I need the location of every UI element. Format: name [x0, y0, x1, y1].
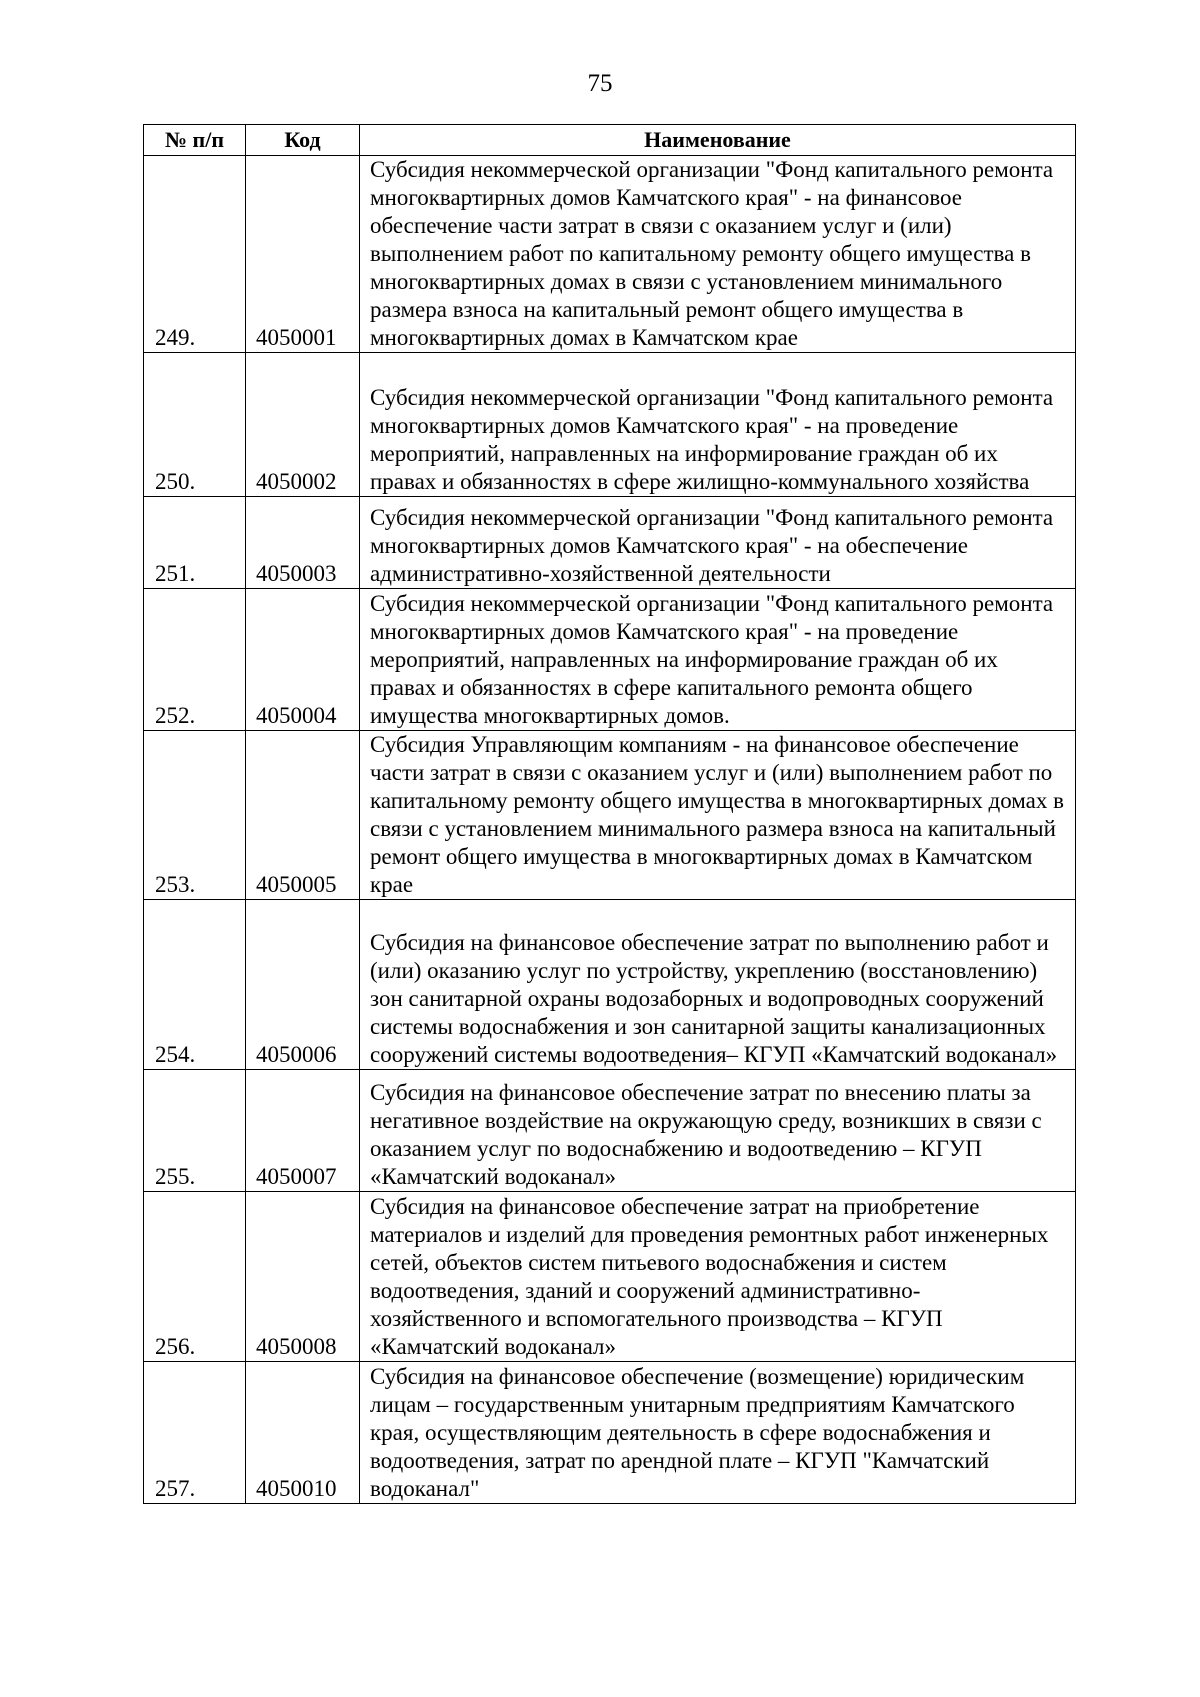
row-name: Субсидия некоммерческой организации "Фонд капитального ремонта многоквартирных домов Камчатского края" - на проведение мероприятий, направленных на информирование граждан об их правах и обязанностях в сфере жилищно-коммунального хозяйства: [360, 353, 1076, 497]
row-num: 252.: [144, 589, 246, 731]
table-row: [144, 900, 1076, 1070]
row-num: 257.: [144, 1362, 246, 1504]
row-num: 249.: [144, 156, 246, 353]
row-code: 4050006: [246, 900, 360, 1070]
table-row: [144, 497, 1076, 589]
row-name: Субсидия Управляющим компаниям - на финансовое обеспечение части затрат в связи с оказанием услуг и (или) выполнением работ по капитальному ремонту общего имущества в многоквартирных домах в связи с установлением минимального размера взноса на капитальный ремонт общего имущества в многоквартирных домах в Камчатском крае: [360, 731, 1076, 900]
table-row: [144, 156, 1076, 353]
header-code: Код: [246, 125, 360, 156]
table-header-row: [144, 125, 1076, 156]
row-num: 253.: [144, 731, 246, 900]
row-name: Субсидия некоммерческой организации "Фонд капитального ремонта многоквартирных домов Камчатского края" - на проведение мероприятий, направленных на информирование граждан об их правах и обязанностях в сфере капитального ремонта общего имущества многоквартирных домов.: [360, 589, 1076, 731]
table-row: [144, 731, 1076, 900]
row-num: 250.: [144, 353, 246, 497]
row-num: 256.: [144, 1192, 246, 1362]
row-name: Субсидия на финансовое обеспечение затрат по выполнению работ и (или) оказанию услуг по устройству, укреплению (восстановлению) зон санитарной охраны водозаборных и водопроводных сооружений системы водоснабжения и зон санитарной защиты канализационных сооружений системы водоотведения– КГУП «Камчатский водоканал»: [360, 900, 1076, 1070]
table-row: [144, 353, 1076, 497]
header-name: Наименование: [360, 125, 1076, 156]
row-code: 4050005: [246, 731, 360, 900]
table-row: [144, 589, 1076, 731]
row-code: 4050003: [246, 497, 360, 589]
row-name: Субсидия на финансовое обеспечение (возмещение) юридическим лицам – государственным унитарным предприятиям Камчатского края, осуществляющим деятельность в сфере водоснабжения и водоотведения, затрат по арендной плате – КГУП "Камчатский водоканал": [360, 1362, 1076, 1504]
row-code: 4050007: [246, 1070, 360, 1192]
row-num: 254.: [144, 900, 246, 1070]
row-code: 4050010: [246, 1362, 360, 1504]
page-number: 75: [587, 70, 613, 97]
row-code: 4050008: [246, 1192, 360, 1362]
codes-table: [143, 124, 1076, 1504]
row-name: Субсидия некоммерческой организации "Фонд капитального ремонта многоквартирных домов Камчатского края" - на обеспечение административно-хозяйственной деятельности: [360, 497, 1076, 589]
header-num: № п/п: [144, 125, 246, 156]
row-num: 255.: [144, 1070, 246, 1192]
row-code: 4050004: [246, 589, 360, 731]
row-num: 251.: [144, 497, 246, 589]
table-row: [144, 1362, 1076, 1504]
row-code: 4050002: [246, 353, 360, 497]
row-name: Субсидия некоммерческой организации "Фонд капитального ремонта многоквартирных домов Камчатского края" - на финансовое обеспечение части затрат в связи с оказанием услуг и (или) выполнением работ по капитальному ремонту общего имущества в многоквартирных домах в связи с установлением минимального размера взноса на капитальный ремонт общего имущества в многоквартирных домах в Камчатском крае: [360, 156, 1076, 353]
row-name: Субсидия на финансовое обеспечение затрат на приобретение материалов и изделий для проведения ремонтных работ инженерных сетей, объектов систем питьевого водоснабжения и систем водоотведения, зданий и сооружений административно-хозяйственного и вспомогательного производства – КГУП «Камчатский водоканал»: [360, 1192, 1076, 1362]
row-name: Субсидия на финансовое обеспечение затрат по внесению платы за негативное воздействие на окружающую среду, возникших в связи с оказанием услуг по водоснабжению и водоотведению – КГУП «Камчатский водоканал»: [360, 1070, 1076, 1192]
table-row: [144, 1192, 1076, 1362]
table-row: [144, 1070, 1076, 1192]
row-code: 4050001: [246, 156, 360, 353]
